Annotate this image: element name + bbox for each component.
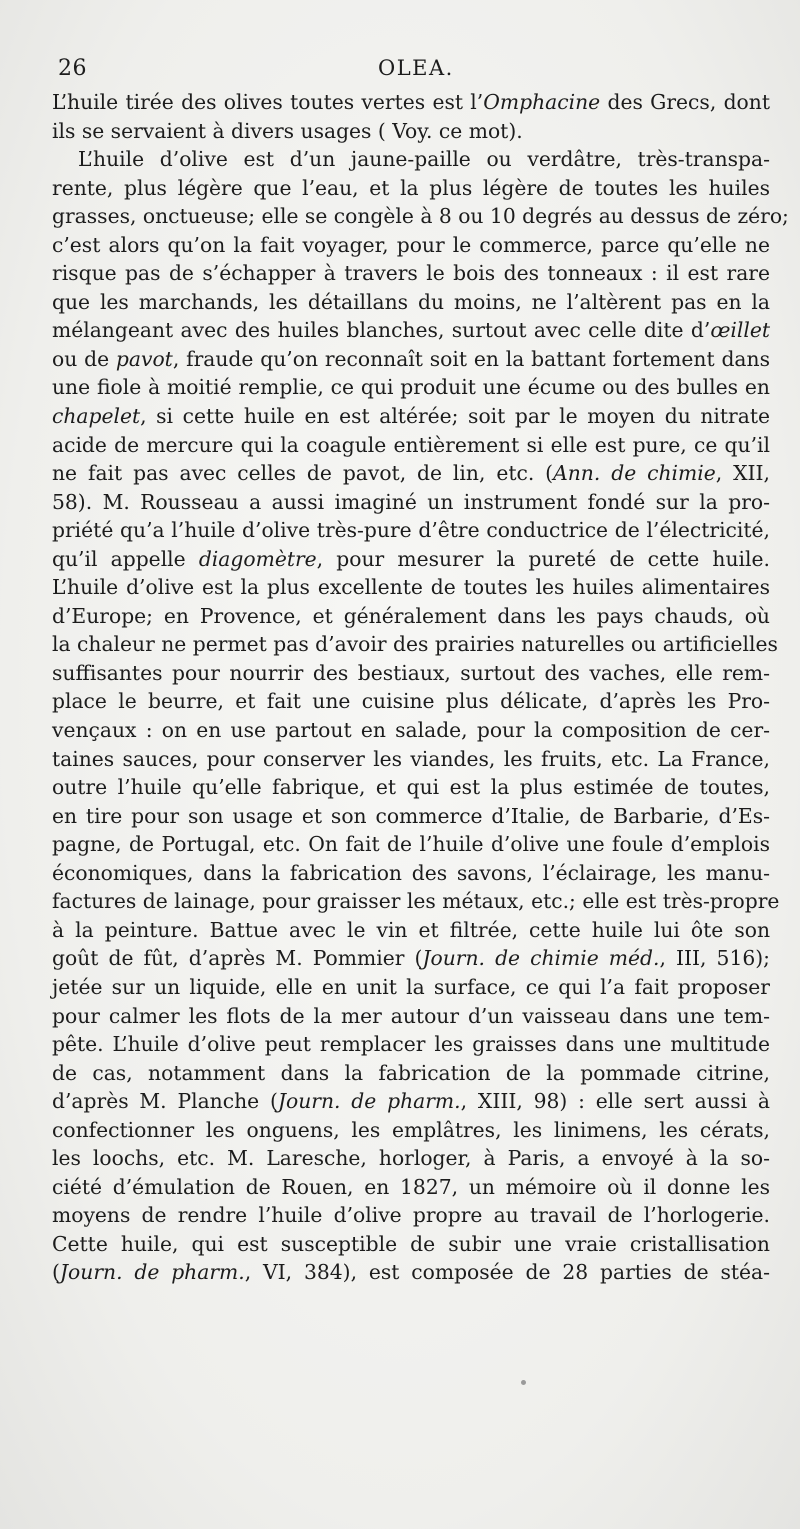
text-run: des Grecs, dont <box>600 90 770 114</box>
text-line <box>52 288 770 317</box>
text-run: ne fait pas avec celles de pavot, de lin, etc. ( <box>52 461 554 486</box>
text-run: pête. L’huile d’olive peut remplacer les graisses dans une multitude <box>52 1032 770 1057</box>
text-line <box>52 887 780 916</box>
italic-term: diagomètre <box>198 546 317 571</box>
text-run: de cas, notamment dans la fabrication de la pommade citrine, <box>52 1060 770 1085</box>
text-line <box>52 773 770 802</box>
text-run: les loochs, etc. M. Laresche, horloger, à Paris, a envoyé à la so- <box>52 1146 770 1171</box>
text-run: pour calmer les flots de la mer autour d’un vaisseau dans une tem- <box>52 1003 770 1028</box>
text-run: outre l’huile qu’elle fabrique, et qui est la plus estimée de toutes, <box>52 775 770 800</box>
text-line <box>52 431 770 460</box>
text-line <box>52 602 770 631</box>
text-line <box>52 345 770 374</box>
text-run: jetée sur un liquide, elle en unit la surface, ce qui l’a fait proposer <box>52 974 770 999</box>
text-line <box>52 231 770 260</box>
italic-term: chapelet <box>52 404 141 429</box>
text-run: , si cette huile en est altérée; soit par le moyen du nitrate <box>140 404 770 429</box>
text-run: grasses, onctueuse; elle se congèle à 8 ou 10 degrés au dessus de zéro; <box>52 204 789 229</box>
text-run: acide de mercure qui la coagule entièrement si elle est pure, ce qu’il <box>52 432 770 457</box>
text-run: ou de <box>52 346 116 371</box>
text-line <box>52 402 770 431</box>
text-run: , fraude qu’on reconnaît soit en la battant fortement dans <box>172 346 770 371</box>
paper-speck <box>521 1380 526 1385</box>
text-run: L’huile d’olive est d’un jaune-paille ou verdâtre, très-transpa- <box>78 147 770 172</box>
text-line <box>52 687 770 716</box>
text-line <box>52 516 770 545</box>
text-run: une fiole à moitié remplie, ce qui produit une écume ou des bulles en <box>52 375 770 400</box>
text-run: , pour mesurer la pureté de cette huile. <box>316 546 770 571</box>
text-line <box>52 1144 770 1173</box>
text-line <box>52 117 770 146</box>
italic-term: pavot <box>115 346 173 371</box>
text-run: goût de fût, d’après M. Pommier ( <box>52 946 423 971</box>
text-line <box>52 145 770 174</box>
text-run: place le beurre, et fait une cuisine plus délicate, d’après les Pro- <box>52 689 770 714</box>
text-line <box>52 630 778 659</box>
text-run: taines sauces, pour conserver les viandes, les fruits, etc. La France, <box>52 746 770 771</box>
text-run: confectionner les onguens, les emplâtres, les linimens, les cérats, <box>52 1117 770 1142</box>
text-line <box>52 488 770 517</box>
text-run: en tire pour son usage et son commerce d’Italie, de Barbarie, d’Es- <box>52 803 770 828</box>
text-line <box>52 973 770 1002</box>
text-run: pagne, de Portugal, etc. On fait de l’huile d’olive une foule d’emplois <box>52 832 770 857</box>
text-line <box>52 1173 770 1202</box>
text-run: qu’il appelle <box>52 546 199 571</box>
text-run: mélangeant avec des huiles blanches, surtout avec celle dite d’ <box>52 318 711 343</box>
text-line <box>52 459 770 488</box>
body-text <box>52 88 789 1287</box>
text-run: économiques, dans la fabrication des savons, l’éclairage, les manu- <box>52 860 770 885</box>
text-line <box>52 202 789 231</box>
text-run: rente, plus légère que l’eau, et la plus légère de toutes les huiles <box>52 175 770 200</box>
text-line <box>52 859 770 888</box>
text-run: ( <box>52 1260 60 1285</box>
text-line <box>52 944 770 973</box>
text-line <box>52 1030 770 1059</box>
text-run: ils se servaient à divers usages ( Voy. ce mot). <box>52 118 523 143</box>
text-run: L’huile d’olive est la plus excellente de toutes les huiles alimentaires <box>52 575 770 600</box>
text-line <box>52 373 770 402</box>
text-run: 58). M. Rousseau a aussi imaginé un instrument fondé sur la pro- <box>52 489 770 514</box>
text-line <box>52 802 770 831</box>
text-line <box>52 1201 770 1230</box>
text-line <box>52 1258 770 1287</box>
text-run: moyens de rendre l’huile d’olive propre au travail de l’horlogerie. <box>52 1203 770 1228</box>
text-line <box>52 1087 770 1116</box>
text-line <box>52 1002 770 1031</box>
text-run: risque pas de s’échapper à travers le bois des tonneaux : il est rare <box>52 261 770 286</box>
text-run: , VI, 384), est composée de 28 parties de stéa- <box>244 1260 770 1285</box>
text-line <box>52 830 770 859</box>
text-line <box>52 716 770 745</box>
text-line <box>52 1230 770 1259</box>
text-run: priété qu’a l’huile d’olive très-pure d’être conductrice de l’électricité, <box>52 518 770 543</box>
text-line <box>52 545 770 574</box>
page-number: 26 <box>58 56 87 81</box>
text-run: , XIII, 98) : elle sert aussi à <box>460 1089 771 1114</box>
text-run: ciété d’émulation de Rouen, en 1827, un mémoire où il donne les <box>52 1174 770 1199</box>
text-run: que les marchands, les détaillans du moins, ne l’altèrent pas en la <box>52 289 770 314</box>
text-line <box>52 573 770 602</box>
text-line <box>52 1059 770 1088</box>
text-line <box>52 259 770 288</box>
text-line <box>52 745 770 774</box>
text-run: Cette huile, qui est susceptible de subir une vraie cristallisation <box>52 1231 770 1256</box>
text-run: vençaux : on en use partout en salade, pour la composition de cer- <box>52 718 770 743</box>
text-line <box>52 88 770 117</box>
italic-term: Journ. de chimie méd. <box>422 946 660 971</box>
text-run: suffisantes pour nourrir des bestiaux, surtout des vaches, elle rem- <box>52 660 770 685</box>
text-line <box>52 659 770 688</box>
text-run: d’Europe; en Provence, et généralement dans les pays chauds, où <box>52 603 770 628</box>
page-header <box>58 56 758 86</box>
text-line <box>52 174 770 203</box>
text-run: la chaleur ne permet pas d’avoir des prairies naturelles ou artificielles <box>52 632 778 657</box>
text-run: factures de lainage, pour graisser les métaux, etc.; elle est très-propre <box>52 889 780 914</box>
text-run: L’huile tirée des olives toutes vertes est l’ <box>52 90 484 114</box>
text-run: c’est alors qu’on la fait voyager, pour le commerce, parce qu’elle ne <box>52 232 770 257</box>
running-title: OLEA. <box>378 56 454 80</box>
italic-term: Ann. de chimie <box>553 461 716 486</box>
text-run: à la peinture. Battue avec le vin et filtrée, cette huile lui ôte son <box>52 917 770 942</box>
text-run: , III, 516); <box>659 946 771 971</box>
text-line <box>52 316 770 345</box>
italic-term: œillet <box>710 318 770 343</box>
text-run: d’après M. Planche ( <box>52 1089 278 1114</box>
text-line <box>52 916 770 945</box>
italic-term: Journ. de pharm. <box>277 1089 461 1114</box>
italic-term: Journ. de pharm. <box>59 1260 245 1285</box>
italic-term: Omphacine <box>483 90 601 114</box>
text-run: , XII, <box>715 461 770 486</box>
text-line <box>52 1116 770 1145</box>
